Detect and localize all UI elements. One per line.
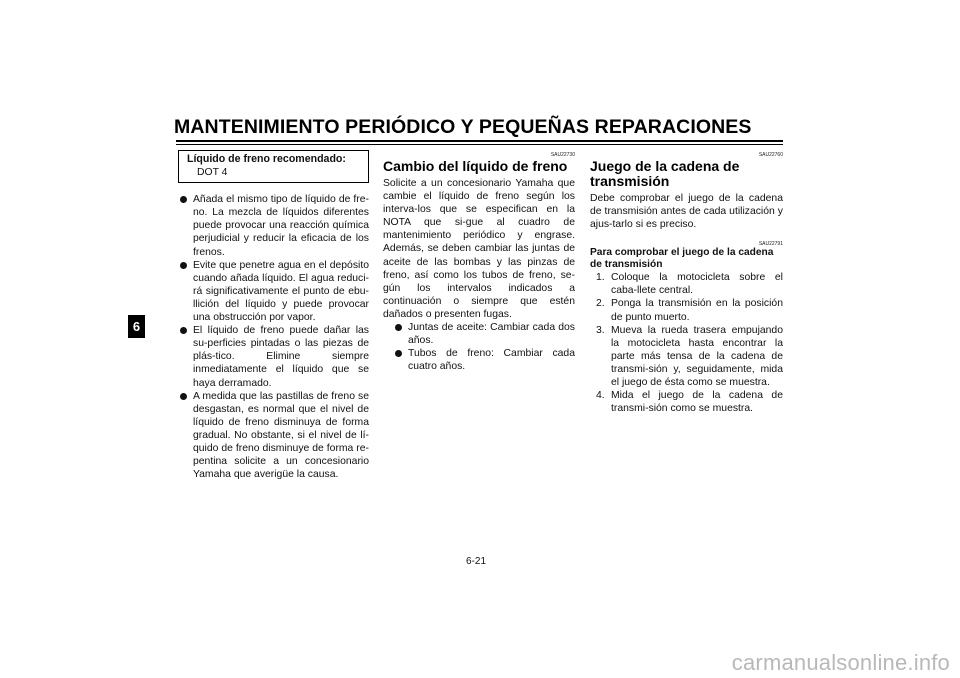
spec-value: DOT 4: [197, 167, 228, 179]
precaution-list: [178, 193, 369, 481]
step-text: Mueva la rueda trasera empujando la motocicleta hasta encontrar la parte más tensa de la cadena de transmi-sión y, seguidamente, mida el juego de ésta como se muestra.: [611, 324, 783, 389]
section-code: SAU22791: [758, 241, 783, 248]
bullet-icon: [395, 324, 402, 331]
step-text: Coloque la motocicleta sobre el caba-llete central.: [611, 272, 783, 297]
list-item: [590, 297, 783, 323]
list-item: [393, 347, 575, 373]
column-3: [590, 150, 783, 415]
spec-box: [178, 150, 369, 183]
list-item: [178, 390, 369, 482]
section-code: SAU22730: [550, 152, 575, 158]
list-item-text: Añada el mismo tipo de líquido de fre-no. La mezcla de líquidos diferentes puede provocar una reacción química perjudicial y reducir la eficacia de los frenos.: [193, 194, 369, 258]
step-number: 3.: [596, 324, 605, 336]
column-1: [178, 150, 369, 481]
list-item-text: Juntas de aceite: Cambiar cada dos años.: [408, 322, 575, 347]
list-item: [178, 193, 369, 258]
bullet-icon: [180, 262, 187, 269]
list-item-text: Evite que penetre agua en el depósito cuando añada líquido. El agua reduci-rá significativamente el punto de ebu-llición del líquido y puede provocar una obstrucción por vapor.: [193, 259, 369, 324]
paragraph: Debe comprobar el juego de la cadena de transmisión antes de cada utilización y ajus-tarlo si es preciso.: [590, 193, 783, 231]
step-number: 2.: [596, 298, 605, 310]
spec-title: Líquido de freno recomendado:: [187, 153, 346, 165]
bullet-icon: [180, 393, 187, 400]
step-text: Ponga la transmisión en la posición de punto muerto.: [611, 298, 783, 323]
bullet-icon: [180, 196, 187, 203]
header-rule-thin: [176, 144, 783, 145]
section-heading: Juego de la cadena de transmisión: [590, 158, 740, 189]
list-item-text: Tubos de freno: Cambiar cada cuatro años.: [408, 348, 575, 373]
column-2: [383, 150, 575, 373]
section-code: SAU22760: [758, 152, 783, 158]
list-item: [178, 259, 369, 324]
step-text: Mida el juego de la cadena de transmi-sión como se muestra.: [611, 390, 783, 415]
list-item: [393, 321, 575, 347]
step-number: 4.: [596, 390, 605, 402]
sub-heading: Para comprobar el juego de la cadena de transmisión: [590, 247, 774, 271]
list-item: [178, 324, 369, 389]
replacement-interval-list: [383, 321, 575, 373]
list-item: [590, 271, 783, 297]
bullet-icon: [395, 350, 402, 357]
step-number: 1.: [596, 272, 605, 284]
paragraph: Solicite a un concesionario Yamaha que cambie el líquido de freno según los interva-los que se especifican en la NOTA que si-gue al cuadro de mantenimiento periódico y engrase. Además, se deben cambiar las juntas de aceite de las bombas y las pinzas de freno, así como los tubos de freno, se-gún los intervalos indicados a continuación o siempre que estén dañados o presenten fugas.: [383, 178, 575, 320]
header-rule-thick: [176, 140, 783, 142]
page-title: MANTENIMIENTO PERIÓDICO Y PEQUEÑAS REPARACIONES: [174, 116, 752, 138]
list-item-text: El líquido de freno puede dañar las su-perficies pintadas o las piezas de plás-tico. Elimine siempre inmediatamente el líquido que se haya derramado.: [193, 325, 369, 389]
list-item: [590, 324, 783, 389]
watermark: carmanualsonline.info: [731, 650, 950, 675]
steps-list: [590, 271, 783, 415]
list-item: [590, 389, 783, 415]
page-number: 6-21: [466, 556, 487, 567]
section-heading: Cambio del líquido de freno: [383, 158, 568, 174]
list-item-text: A medida que las pastillas de freno se desgastan, es normal que el nivel de líquido de freno disminuya de forma gradual. No obstante, si el nivel de lí-quido de freno disminuye de forma re-pentina solicite a un concesionario Yamaha que averigüe la causa.: [193, 390, 369, 481]
bullet-icon: [180, 327, 187, 334]
chapter-tab: 6: [128, 315, 145, 338]
